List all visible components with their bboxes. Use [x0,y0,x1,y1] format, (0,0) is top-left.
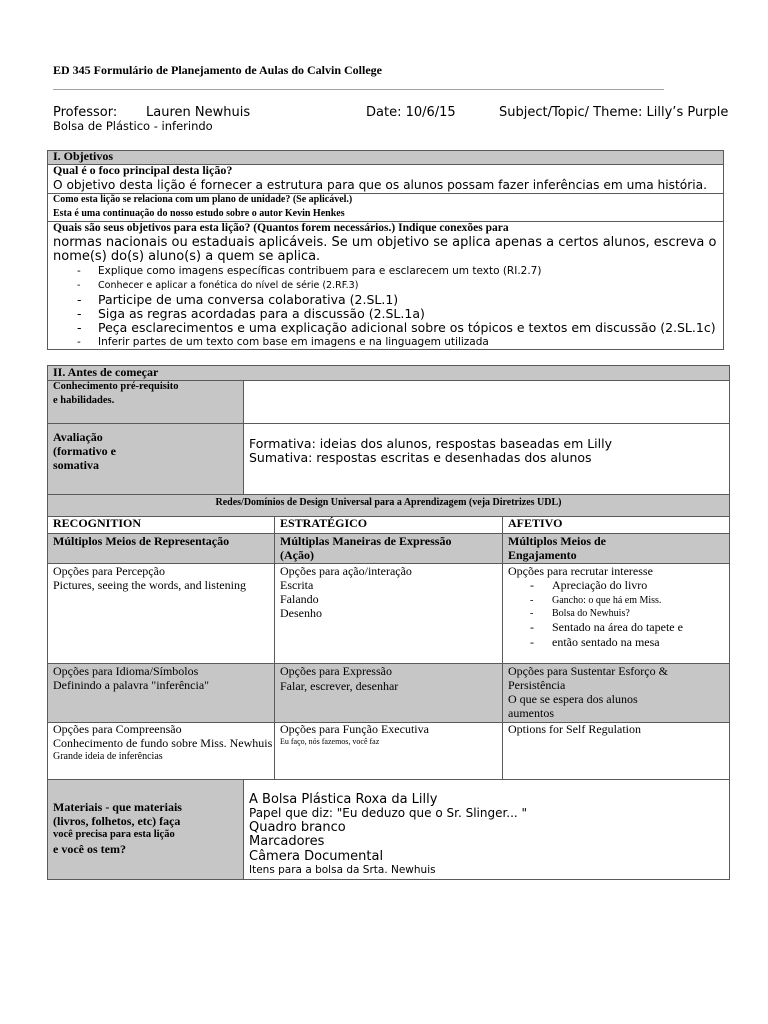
before-divider-9 [47,779,730,780]
material-item: Câmera Documental [249,849,384,864]
assess-label-line-3: somativa [53,458,99,472]
perception-label: Opções para Percepção [53,564,165,578]
lesson-subject: Subject/Topic/ Theme: Lilly’s Purple [499,105,729,120]
interest-item: - Sentado na área do tapete e [508,620,683,636]
material-item: Marcadores [249,834,325,849]
materials-label-line-1: Materiais - que materiais [53,800,182,814]
self-regulation-label: Options for Self Regulation [508,722,641,736]
udl-column-divider-2 [502,516,503,779]
assess-label-line-1: Avaliação [53,430,103,444]
udl-col3-subtitle-1: Múltiplos Meios de [508,534,606,548]
comprehension-value-2: Grande ideia de inferências [53,751,163,762]
material-item: A Bolsa Plástica Roxa da Lilly [249,792,438,807]
effort-label-2: Persistência [508,678,566,692]
udl-column-divider-1 [274,516,275,779]
material-item: Itens para a bolsa da Srta. Newhuis [249,864,436,876]
material-item: Papel que diz: "Eu deduzo que o Sr. Slinger... " [249,806,528,820]
language-label: Opções para Idioma/Símbolos [53,664,199,678]
expression-label: Opções para Expressão [280,664,392,678]
udl-col2-subtitle-2: (Ação) [280,548,314,562]
expression-value: Falar, escrever, desenhar [280,679,399,693]
materials-label-line-4: e você os tem? [53,842,126,856]
assess-label-line-2: (formativo e [53,444,116,458]
material-item: Quadro branco [249,820,346,835]
lesson-date: Date: 10/6/15 [366,105,456,120]
udl-col3-title: AFETIVO [508,516,563,530]
perception-value: Pictures, seeing the words, and listening [53,578,246,592]
materials-label-line-2: (livros, folhetos, etc) faça [53,814,181,828]
executive-label: Opções para Função Executiva [280,722,429,736]
effort-label-1: Opções para Sustentar Esforço & [508,664,668,678]
goal-item: - Explique como imagens específicas contribuem para e esclarecem um texto (RI.2.7) [53,264,716,279]
label-column-divider-bottom [243,779,244,880]
interest-list [508,578,683,651]
before-divider-2 [47,423,730,424]
effort-value-2: aumentos [508,706,554,720]
interest-item-continued: - então sentado na mesa [508,635,683,651]
action-item: Escrita [280,578,314,592]
goal-item: - Participe de uma conversa colaborativa (2.SL.1) [53,292,716,307]
assess-formative: Formativa: ideias dos alunos, respostas baseadas em Lilly [249,436,613,451]
language-value: Definindo a palavra "inferência" [53,678,210,692]
comprehension-label: Opções para Compreensão [53,722,182,736]
form-title: ED 345 Formulário de Planejamento de Aulas do Calvin College [53,63,382,77]
interest-item: - Gancho: o que há em Miss. [508,594,683,607]
focus-question: Qual é o foco principal desta lição? [53,163,233,177]
prereq-label-line-2: e habilidades. [53,395,115,406]
goals-instructions-line-2: nome(s) do(s) aluno(s) a quem se aplica. [53,249,321,264]
action-item: Desenho [280,606,322,620]
title-divider [53,89,664,90]
objectives-heading: I. Objetivos [53,149,113,163]
effort-value-1: O que se espera dos alunos [508,692,638,706]
unit-answer: Esta é uma continuação do nosso estudo sobre o autor Kevin Henkes [53,208,345,219]
comprehension-value-1: Conhecimento de fundo sobre Miss. Newhuis [53,736,273,750]
udl-col1-subtitle: Múltiplos Meios de Representação [53,534,230,548]
before-divider-4 [47,516,730,517]
assess-summative: Sumativa: respostas escritas e desenhadas dos alunos [249,450,592,465]
goals-question: Quais são seus objetivos para esta lição? (Quantos forem necessários.) Indique conexões para [53,222,509,234]
professor-label: Professor: [53,105,118,120]
executive-value: Eu faço, nós fazemos, você faz [280,737,380,746]
goals-list [53,264,716,349]
udl-col2-title: ESTRATÉGICO [280,516,368,530]
interest-label: Opções para recrutar interesse [508,564,653,578]
udl-heading: Redes/Domínios de Design Universal para a Aprendizagem (veja Diretrizes UDL) [215,497,562,508]
professor-name: Lauren Newhuis [146,105,251,120]
udl-col1-title: RECOGNITION [53,516,142,530]
action-item: Falando [280,592,319,606]
udl-col2-subtitle-1: Múltiplas Maneiras de Expressão [280,534,452,548]
goal-item: - Peça esclarecimentos e uma explicação adicional sobre os tópicos e textos em discussão (2.SL.1c) [53,321,716,335]
unit-question: Como esta lição se relaciona com um plano de unidade? (Se aplicável.) [53,194,353,205]
interest-item-continued: - Bolsa do Newhuis? [508,607,683,620]
before-divider-3 [47,494,730,495]
udl-col3-subtitle-2: Engajamento [508,548,577,562]
focus-answer: O objetivo desta lição é fornecer a estrutura para que os alunos possam fazer inferências em uma história. [53,178,707,192]
materials-label-line-3: você precisa para esta lição [53,829,175,840]
goals-instructions-line-1: normas nacionais ou estaduais aplicáveis. Se um objetivo se aplica apenas a certos alunos, escreva o [53,235,717,250]
before-heading: II. Antes de começar [53,365,159,379]
action-label: Opções para ação/interação [280,564,412,578]
label-column-divider-top [243,380,244,494]
interest-item: - Apreciação do livro [508,578,683,594]
goal-item: - Siga as regras acordadas para a discussão (2.SL.1a) [53,307,716,321]
lesson-subject-continued: Bolsa de Plástico - inferindo [53,119,213,133]
prereq-label-line-1: Conhecimento pré-requisito [53,381,179,392]
goal-item: - Inferir partes de um texto com base em imagens e na linguagem utilizada [53,335,716,349]
goal-item: - Conhecer e aplicar a fonética do nível de série (2.RF.3) [53,279,716,292]
